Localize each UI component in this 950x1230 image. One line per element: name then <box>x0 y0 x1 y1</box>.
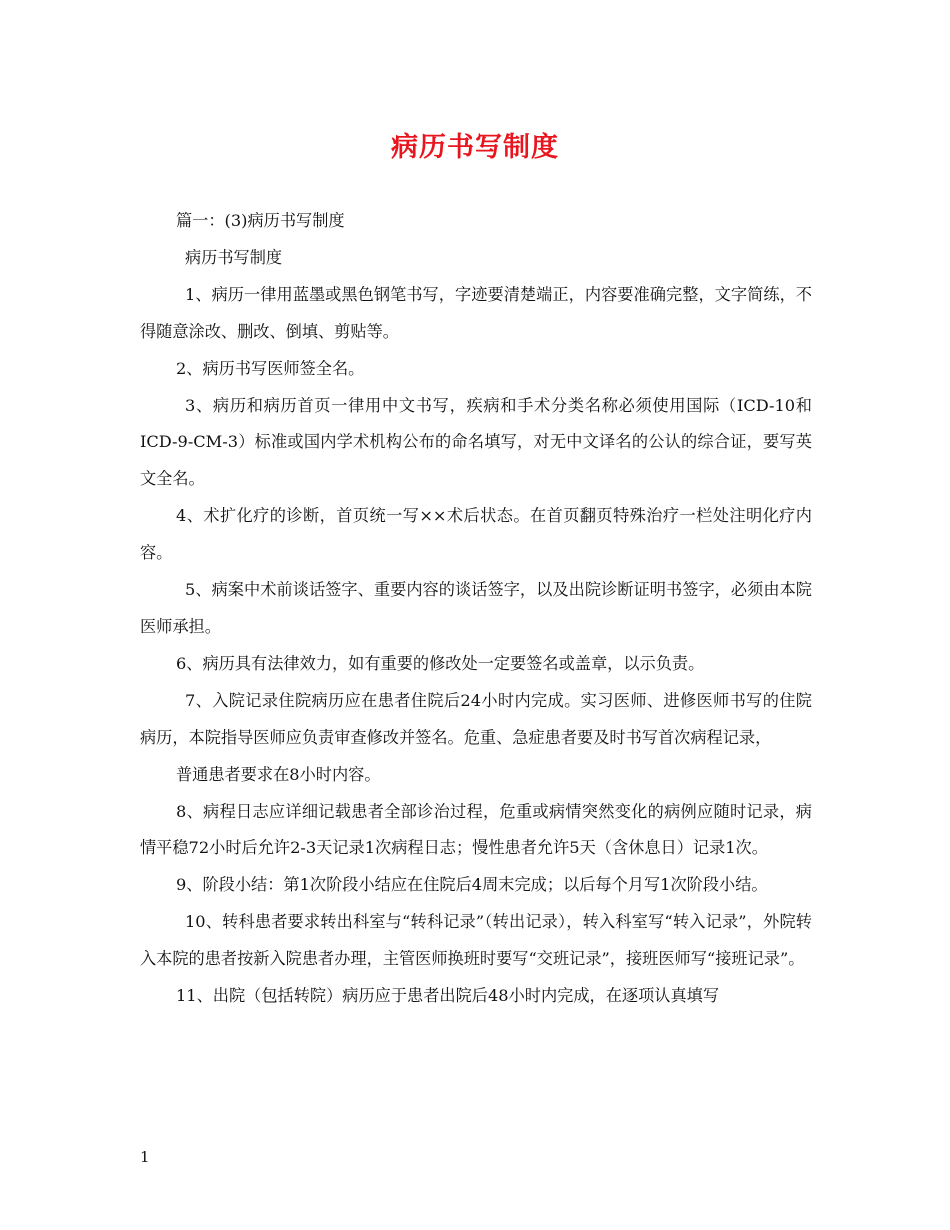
paragraph-rule-6: 6、病历具有法律效力，如有重要的修改处一定要签名或盖章，以示负责。 <box>176 653 705 673</box>
paragraph-rule-4: 4、术扩化疗的诊断，首页统一写××术后状态。在首页翻页特殊治疗一栏处注明化疗内容。 <box>140 506 812 563</box>
paragraph-rule-1: 1、病历一律用蓝墨或黑色钢笔书写，字迹要清楚端正，内容要准确完整，文字简练，不得随意涂改、删改、倒填、剪贴等。 <box>140 284 812 341</box>
paragraph-rule-7: 7、入院记录住院病历应在患者住院后24小时内完成。实习医师、进修医师书写的住院病历，本院指导医师应负责审查修改并签名。危重、急症患者要及时书写首次病程记录， <box>140 690 812 747</box>
paragraph-rule-7-continued: 普通患者要求在8小时内容。 <box>176 764 381 784</box>
paragraph-rule-3: 3、病历和病历首页一律用中文书写，疾病和手术分类名称必须使用国际（ICD-10和ICD-9-CM-3）标准或国内学术机构公布的命名填写，对无中文译名的公认的综合证，要写英文全名。 <box>140 395 812 489</box>
subheading: 病历书写制度 <box>185 247 283 267</box>
paragraph-rule-5: 5、病案中术前谈话签字、重要内容的谈话签字，以及出院诊断证明书签字，必须由本院医师承担。 <box>140 580 812 636</box>
paragraph-rule-11: 11、出院（包括转院）病历应于患者出院后48小时内完成，在逐项认真填写 <box>176 986 720 1006</box>
document-body <box>140 203 812 1015</box>
section-heading: 篇一：(3)病历书写制度 <box>176 211 345 230</box>
paragraph-rule-10: 10、转科患者要求转出科室与“转科记录”（转出记录），转入科室写“转入记录”，外院转入本院的患者按新入院患者办理，主管医师换班时要写“交班记录”，接班医师写“接班记录”。 <box>140 912 812 969</box>
document-title: 病历书写制度 <box>391 132 559 163</box>
page-number: 1 <box>140 1148 150 1166</box>
paragraph-rule-9: 9、阶段小结：第1次阶段小结应在住院后4周末完成；以后每个月写1次阶段小结。 <box>176 875 768 895</box>
paragraph-rule-2: 2、病历书写医师签全名。 <box>176 358 365 378</box>
paragraph-rule-8: 8、病程日志应详细记载患者全部诊治过程，危重或病情突然变化的病例应随时记录，病情平稳72小时后允许2-3天记录1次病程日志；慢性患者允许5天（含休息日）记录1次。 <box>140 801 812 858</box>
